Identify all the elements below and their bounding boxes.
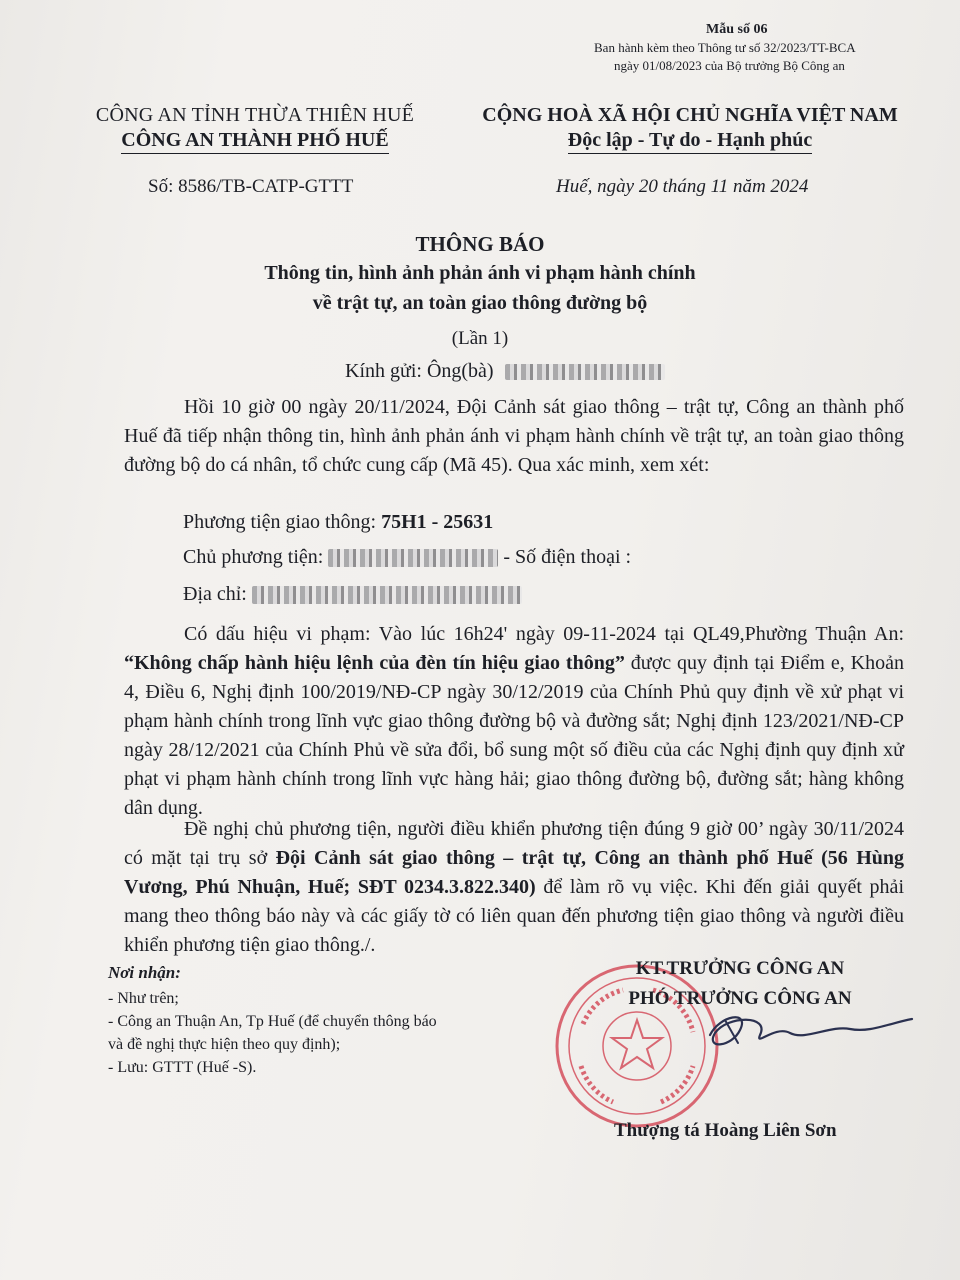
address-line (183, 583, 522, 606)
recipient-line (345, 360, 665, 383)
place-date: Huế, ngày 20 tháng 11 năm 2024 (556, 176, 809, 197)
seal-star (612, 1020, 662, 1068)
violation-description: “Không chấp hành hiệu lệnh của đèn tín hiệu giao thông” (124, 652, 625, 674)
phone-label: - Số điện thoại : (498, 546, 632, 568)
document-edition: (Lần 1) (451, 328, 509, 349)
agency-name: CÔNG AN THÀNH PHỐ HUẾ (121, 129, 388, 154)
signer-name: Thượng tá Hoàng Liên Sơn (614, 1120, 837, 1141)
intro-paragraph: Hồi 10 giờ 00 ngày 20/11/2024, Đội Cảnh sát giao thông – trật tự, Công an thành phố Huế đã tiếp nhận thông tin, hình ảnh phản ánh vi phạm hành chính về trật tự, an toàn giao thông đường bộ do cá nhân, tổ chức cung cấp (Mã 45). Qua xác minh, xem xét: (124, 396, 904, 476)
recipient-label: Kính gửi: Ông(bà) (345, 360, 494, 382)
signer-title-line2: PHÓ TRƯỞNG CÔNG AN (628, 988, 852, 1009)
receiver-item: - Công an Thuận An, Tp Huế (để chuyển thông báo (108, 1013, 437, 1030)
form-issued-by-line1: Ban hành kèm theo Thông tư số 32/2023/TT-BCA (594, 40, 856, 55)
handwritten-signature-icon (680, 995, 920, 1065)
request-prefix: Đề nghị chủ phương tiện, người điều khiển phương tiện đúng 9 giờ 00’ ngày 30/11/2024 có mặt tại trụ sở (124, 818, 904, 869)
receiver-item: - Như trên; (108, 990, 179, 1007)
violation-legal-basis: được quy định tại Điểm e, Khoản 4, Điều 6, Nghị định 100/2019/NĐ-CP ngày 30/12/2019 của Chính Phủ quy định về xử phạt vi phạm hành chính trong lĩnh vực giao thông đường bộ và đường sắt; Nghị định 123/2021/NĐ-CP ngày 28/12/2021 của Chính Phủ về sửa đổi, bổ sung một số điều của các Nghị định quy định xử phạt vi phạm hành chính trong lĩnh vực hàng hải; giao thông đường bộ, đường sắt; hàng không dân dụng. (124, 652, 904, 819)
redacted-owner-name (328, 549, 498, 567)
signer-title-line1: KT.TRƯỞNG CÔNG AN (635, 958, 845, 979)
agency-header (60, 104, 450, 154)
request-paragraph (124, 815, 904, 960)
redacted-recipient-name (505, 364, 665, 380)
national-motto: Độc lập - Tự do - Hạnh phúc (568, 129, 812, 154)
agency-parent: CÔNG AN TỈNH THỪA THIÊN HUẾ (95, 104, 415, 126)
national-header (455, 104, 925, 154)
document-subject-line2: về trật tự, an toàn giao thông đường bộ (312, 292, 648, 314)
nation-name: CỘNG HOÀ XÃ HỘI CHỦ NGHĨA VIỆT NAM (482, 104, 898, 126)
receiver-item: - Lưu: GTTT (Huế -S). (108, 1059, 257, 1076)
document-number: Số: 8586/TB-CATP-GTTT (148, 176, 354, 197)
redacted-address (252, 586, 522, 604)
vehicle-plate: 75H1 - 25631 (381, 511, 494, 533)
receivers-heading: Nơi nhận: (108, 963, 181, 982)
request-office: Đội Cảnh sát giao thông – trật tự, Công an thành phố Huế (56 Hùng Vương, Phú Nhuận, Huế; SĐT 0234.3.822.340) (124, 847, 904, 898)
owner-line (183, 546, 631, 569)
receivers-block (108, 961, 437, 1079)
request-suffix: để làm rõ vụ việc. Khi đến giải quyết phải mang theo thông báo này và các giấy tờ có liên quan đến phương tiện giao thông và người điều khiển phương tiện giao thông./. (124, 876, 904, 956)
document-type: THÔNG BÁO (415, 232, 545, 256)
violation-paragraph (124, 620, 904, 823)
receiver-item: và đề nghị thực hiện theo quy định); (108, 1036, 341, 1053)
form-number: Mẫu số 06 (706, 22, 768, 37)
seal-text-arc (661, 1066, 693, 1102)
form-issued-by-line2: ngày 01/08/2023 của Bộ trưởng Bộ Công an (614, 58, 845, 73)
vehicle-line (183, 511, 493, 534)
violation-prefix: Có dấu hiệu vi phạm: Vào lúc 16h24' ngày 09-11-2024 tại QL49,Phường Thuận An: (184, 623, 904, 645)
owner-label: Chủ phương tiện: (183, 546, 329, 568)
document-subject-line1: Thông tin, hình ảnh phản ánh vi phạm hành chính (264, 262, 696, 284)
address-label: Địa chỉ: (183, 583, 252, 605)
seal-text-arc (581, 1066, 613, 1102)
vehicle-label: Phương tiện giao thông: (183, 511, 382, 533)
signature-stroke (710, 1017, 912, 1044)
